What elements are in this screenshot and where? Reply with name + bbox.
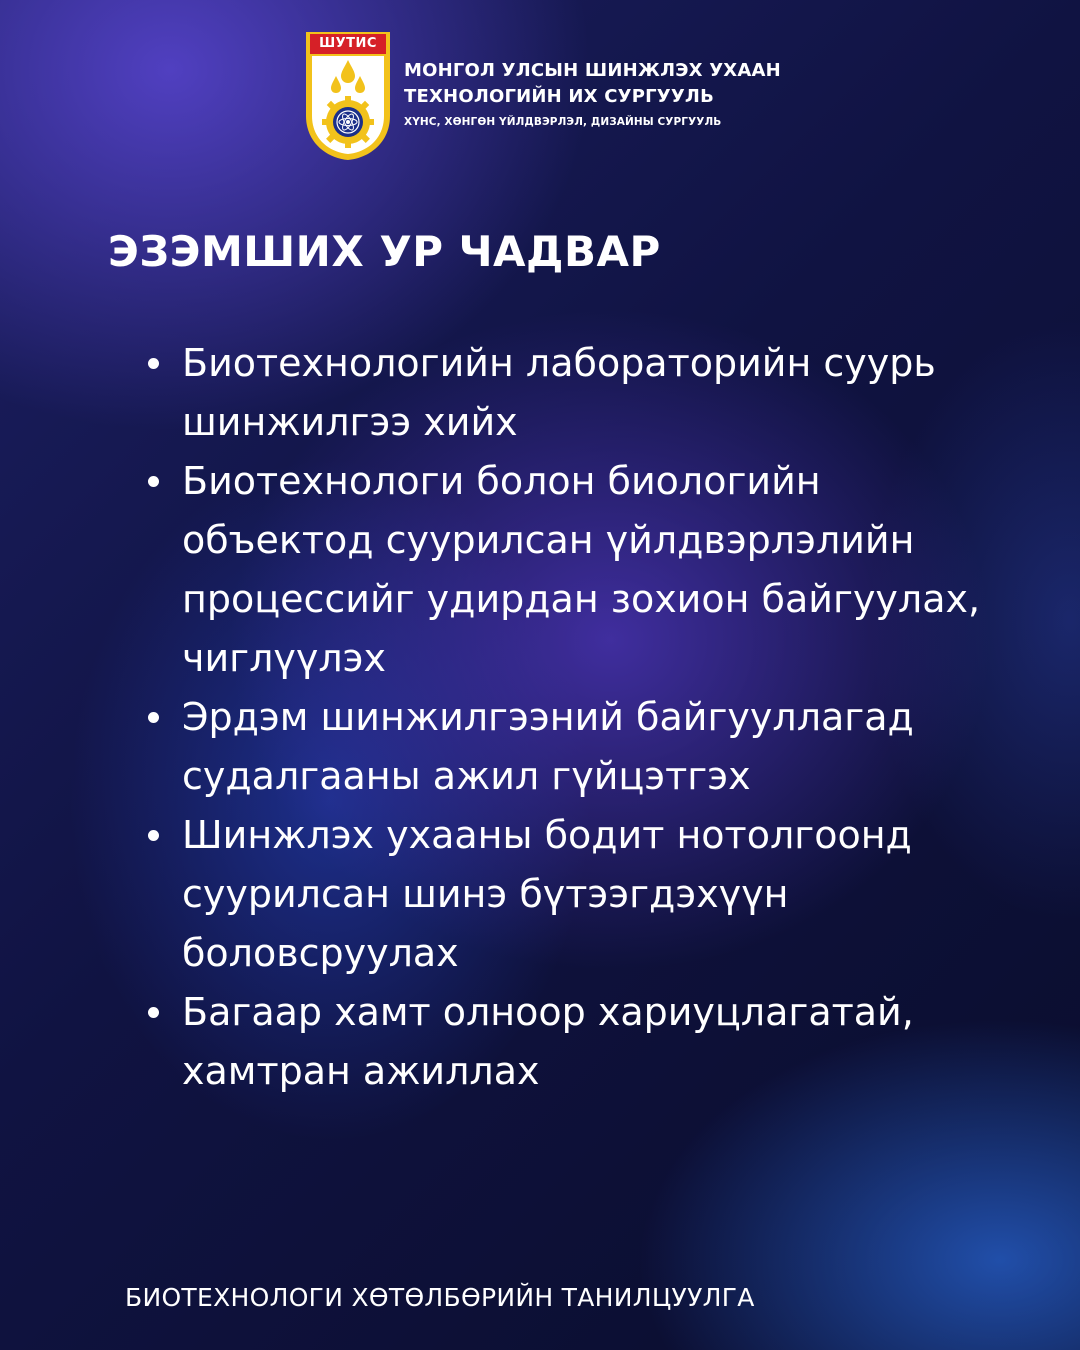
university-name-line-1: МОНГОЛ УЛСЫН ШИНЖЛЭХ УХААН: [404, 60, 781, 81]
bullet-icon: [148, 1007, 159, 1018]
bullet-icon: [148, 476, 159, 487]
page-heading: ЭЗЭМШИХ УР ЧАДВАР: [108, 227, 661, 276]
university-logo: [304, 30, 781, 162]
skill-text: Биотехнологи болон биологийн объектод суурилсан үйлдвэрлэлийн процессийг удирдан зохион байгуулах, чиглүүлэх: [182, 459, 981, 680]
skill-text: Шинжлэх ухааны бодит нотолгоонд суурилсан шинэ бүтээгдэхүүн боловсруулах: [182, 813, 912, 975]
university-name: [404, 58, 781, 132]
skills-list: [148, 334, 988, 1101]
skill-text: Эрдэм шинжилгээний байгууллагад судалгааны ажил гүйцэтгэх: [182, 695, 914, 798]
school-name: ХҮНС, ХӨНГӨН ҮЙЛДВЭРЛЭЛ, ДИЗАЙНЫ СУРГУУЛЬ: [404, 116, 722, 128]
skill-item: [148, 334, 988, 452]
skill-item: [148, 983, 988, 1101]
skill-text: Багаар хамт олноор хариуцлагатай, хамтран ажиллах: [182, 990, 914, 1093]
crest-label: ШУТИС: [319, 36, 377, 51]
bullet-icon: [148, 358, 159, 369]
skill-item: [148, 806, 988, 983]
university-name-line-2: ТЕХНОЛОГИЙН ИХ СУРГУУЛЬ: [404, 86, 714, 107]
bullet-icon: [148, 830, 159, 841]
skill-item: [148, 452, 988, 688]
program-footer-title: БИОТЕХНОЛОГИ ХӨТӨЛБӨРИЙН ТАНИЛЦУУЛГА: [125, 1283, 755, 1312]
skill-text: Биотехнологийн лабораторийн суурь шинжилгээ хийх: [182, 341, 936, 444]
skill-item: [148, 688, 988, 806]
bullet-icon: [148, 712, 159, 723]
